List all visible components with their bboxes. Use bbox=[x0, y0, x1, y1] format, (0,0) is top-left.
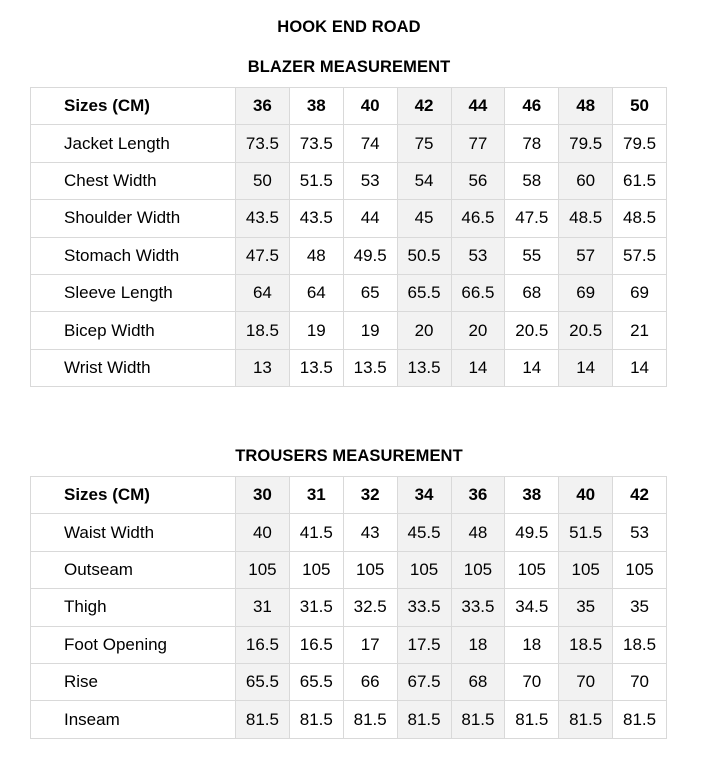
table-row bbox=[31, 701, 667, 738]
measurement-value: 17.5 bbox=[397, 626, 451, 663]
measurement-value: 66.5 bbox=[451, 274, 505, 311]
measurement-value: 105 bbox=[397, 551, 451, 588]
measurement-value: 20.5 bbox=[505, 312, 559, 349]
measurement-value: 55 bbox=[505, 237, 559, 274]
measurement-value: 57 bbox=[559, 237, 613, 274]
measurement-value: 14 bbox=[505, 349, 559, 386]
measurement-value: 78 bbox=[505, 125, 559, 162]
table-header-row bbox=[31, 477, 667, 514]
measurement-value: 44 bbox=[343, 200, 397, 237]
measurement-value: 69 bbox=[559, 274, 613, 311]
measurement-value: 81.5 bbox=[343, 701, 397, 738]
size-header-cell: 34 bbox=[397, 477, 451, 514]
measurement-value: 58 bbox=[505, 162, 559, 199]
measurement-value: 53 bbox=[613, 514, 667, 551]
measurement-value: 68 bbox=[451, 663, 505, 700]
measurement-value: 81.5 bbox=[289, 701, 343, 738]
measurement-value: 48 bbox=[289, 237, 343, 274]
measurement-value: 70 bbox=[505, 663, 559, 700]
measurement-value: 105 bbox=[613, 551, 667, 588]
measurement-value: 50.5 bbox=[397, 237, 451, 274]
measurement-value: 67.5 bbox=[397, 663, 451, 700]
measurement-value: 45.5 bbox=[397, 514, 451, 551]
measurement-value: 20 bbox=[397, 312, 451, 349]
measurement-value: 81.5 bbox=[397, 701, 451, 738]
size-header-cell: 44 bbox=[451, 88, 505, 125]
measurement-value: 18.5 bbox=[613, 626, 667, 663]
measurement-value: 53 bbox=[451, 237, 505, 274]
measurement-value: 65.5 bbox=[289, 663, 343, 700]
measurement-value: 105 bbox=[236, 551, 290, 588]
measurement-value: 53 bbox=[343, 162, 397, 199]
table-row bbox=[31, 162, 667, 199]
measurement-value: 13.5 bbox=[343, 349, 397, 386]
table-row bbox=[31, 349, 667, 386]
table-row bbox=[31, 237, 667, 274]
table-row bbox=[31, 312, 667, 349]
measurement-label: Waist Width bbox=[31, 514, 236, 551]
measurement-value: 20.5 bbox=[559, 312, 613, 349]
measurement-value: 105 bbox=[505, 551, 559, 588]
sizes-header-label: Sizes (CM) bbox=[31, 477, 236, 514]
measurement-value: 43.5 bbox=[236, 200, 290, 237]
measurement-value: 81.5 bbox=[451, 701, 505, 738]
measurement-value: 81.5 bbox=[505, 701, 559, 738]
size-header-cell: 48 bbox=[559, 88, 613, 125]
measurement-value: 35 bbox=[613, 589, 667, 626]
measurement-value: 46.5 bbox=[451, 200, 505, 237]
measurement-value: 105 bbox=[559, 551, 613, 588]
measurement-value: 17 bbox=[343, 626, 397, 663]
measurement-value: 18.5 bbox=[236, 312, 290, 349]
measurement-value: 34.5 bbox=[505, 589, 559, 626]
measurement-value: 18 bbox=[505, 626, 559, 663]
table-row bbox=[31, 274, 667, 311]
measurement-value: 43 bbox=[343, 514, 397, 551]
measurement-label: Shoulder Width bbox=[31, 200, 236, 237]
measurement-value: 31.5 bbox=[289, 589, 343, 626]
measurement-value: 105 bbox=[289, 551, 343, 588]
blazer-section-title: BLAZER MEASUREMENT bbox=[247, 58, 451, 76]
measurement-value: 73.5 bbox=[236, 125, 290, 162]
measurement-value: 79.5 bbox=[559, 125, 613, 162]
measurement-value: 43.5 bbox=[289, 200, 343, 237]
measurement-value: 33.5 bbox=[397, 589, 451, 626]
measurement-value: 51.5 bbox=[559, 514, 613, 551]
measurement-value: 54 bbox=[397, 162, 451, 199]
measurement-value: 74 bbox=[343, 125, 397, 162]
size-header-cell: 36 bbox=[451, 477, 505, 514]
measurement-value: 21 bbox=[613, 312, 667, 349]
trousers-section-title: TROUSERS MEASUREMENT bbox=[235, 447, 463, 465]
measurement-value: 41.5 bbox=[289, 514, 343, 551]
measurement-value: 18 bbox=[451, 626, 505, 663]
measurement-value: 20 bbox=[451, 312, 505, 349]
measurement-value: 70 bbox=[559, 663, 613, 700]
measurement-value: 14 bbox=[613, 349, 667, 386]
size-header-cell: 31 bbox=[289, 477, 343, 514]
measurement-label: Wrist Width bbox=[31, 349, 236, 386]
size-header-cell: 42 bbox=[613, 477, 667, 514]
sizes-header-label: Sizes (CM) bbox=[31, 88, 236, 125]
size-header-cell: 30 bbox=[236, 477, 290, 514]
measurement-value: 65.5 bbox=[236, 663, 290, 700]
measurement-label: Chest Width bbox=[31, 162, 236, 199]
measurement-value: 14 bbox=[451, 349, 505, 386]
measurement-value: 47.5 bbox=[236, 237, 290, 274]
measurement-value: 61.5 bbox=[613, 162, 667, 199]
measurement-label: Sleeve Length bbox=[31, 274, 236, 311]
size-header-cell: 38 bbox=[289, 88, 343, 125]
measurement-value: 18.5 bbox=[559, 626, 613, 663]
measurement-value: 65 bbox=[343, 274, 397, 311]
measurement-value: 64 bbox=[289, 274, 343, 311]
measurement-value: 81.5 bbox=[236, 701, 290, 738]
measurement-value: 48 bbox=[451, 514, 505, 551]
measurement-value: 48.5 bbox=[613, 200, 667, 237]
size-header-cell: 46 bbox=[505, 88, 559, 125]
measurement-value: 31 bbox=[236, 589, 290, 626]
measurement-value: 16.5 bbox=[236, 626, 290, 663]
measurement-label: Stomach Width bbox=[31, 237, 236, 274]
table-row bbox=[31, 551, 667, 588]
measurement-value: 105 bbox=[343, 551, 397, 588]
measurement-label: Thigh bbox=[31, 589, 236, 626]
measurement-value: 16.5 bbox=[289, 626, 343, 663]
measurement-value: 48.5 bbox=[559, 200, 613, 237]
measurement-value: 70 bbox=[613, 663, 667, 700]
table-row bbox=[31, 514, 667, 551]
size-header-cell: 50 bbox=[613, 88, 667, 125]
measurement-value: 77 bbox=[451, 125, 505, 162]
measurement-value: 66 bbox=[343, 663, 397, 700]
trousers-table-body bbox=[31, 477, 667, 739]
measurement-value: 32.5 bbox=[343, 589, 397, 626]
measurement-value: 45 bbox=[397, 200, 451, 237]
table-row bbox=[31, 589, 667, 626]
measurement-value: 33.5 bbox=[451, 589, 505, 626]
trousers-measurement-table bbox=[30, 476, 667, 739]
measurement-value: 64 bbox=[236, 274, 290, 311]
size-header-cell: 32 bbox=[343, 477, 397, 514]
blazer-measurement-table bbox=[30, 87, 667, 387]
measurement-value: 49.5 bbox=[343, 237, 397, 274]
measurement-value: 13.5 bbox=[397, 349, 451, 386]
measurement-value: 14 bbox=[559, 349, 613, 386]
measurement-value: 13.5 bbox=[289, 349, 343, 386]
blazer-table-body bbox=[31, 88, 667, 387]
measurement-value: 69 bbox=[613, 274, 667, 311]
measurement-value: 57.5 bbox=[613, 237, 667, 274]
measurement-value: 56 bbox=[451, 162, 505, 199]
measurement-value: 50 bbox=[236, 162, 290, 199]
measurement-value: 68 bbox=[505, 274, 559, 311]
document-title: HOOK END ROAD bbox=[277, 18, 421, 36]
measurement-label: Foot Opening bbox=[31, 626, 236, 663]
measurement-value: 19 bbox=[343, 312, 397, 349]
measurement-value: 73.5 bbox=[289, 125, 343, 162]
measurement-value: 19 bbox=[289, 312, 343, 349]
measurement-value: 105 bbox=[451, 551, 505, 588]
measurement-value: 13 bbox=[236, 349, 290, 386]
measurement-value: 51.5 bbox=[289, 162, 343, 199]
measurement-value: 81.5 bbox=[613, 701, 667, 738]
table-header-row bbox=[31, 88, 667, 125]
size-header-cell: 36 bbox=[236, 88, 290, 125]
size-header-cell: 40 bbox=[343, 88, 397, 125]
measurement-value: 40 bbox=[236, 514, 290, 551]
size-header-cell: 42 bbox=[397, 88, 451, 125]
measurement-label: Rise bbox=[31, 663, 236, 700]
measurement-label: Inseam bbox=[31, 701, 236, 738]
measurement-value: 47.5 bbox=[505, 200, 559, 237]
measurement-value: 75 bbox=[397, 125, 451, 162]
measurement-value: 65.5 bbox=[397, 274, 451, 311]
measurement-value: 60 bbox=[559, 162, 613, 199]
measurement-value: 81.5 bbox=[559, 701, 613, 738]
measurement-value: 49.5 bbox=[505, 514, 559, 551]
measurement-value: 79.5 bbox=[613, 125, 667, 162]
table-row bbox=[31, 626, 667, 663]
measurement-label: Bicep Width bbox=[31, 312, 236, 349]
table-row bbox=[31, 663, 667, 700]
measurement-label: Outseam bbox=[31, 551, 236, 588]
measurement-label: Jacket Length bbox=[31, 125, 236, 162]
table-row bbox=[31, 125, 667, 162]
table-row bbox=[31, 200, 667, 237]
size-header-cell: 40 bbox=[559, 477, 613, 514]
size-header-cell: 38 bbox=[505, 477, 559, 514]
measurement-value: 35 bbox=[559, 589, 613, 626]
